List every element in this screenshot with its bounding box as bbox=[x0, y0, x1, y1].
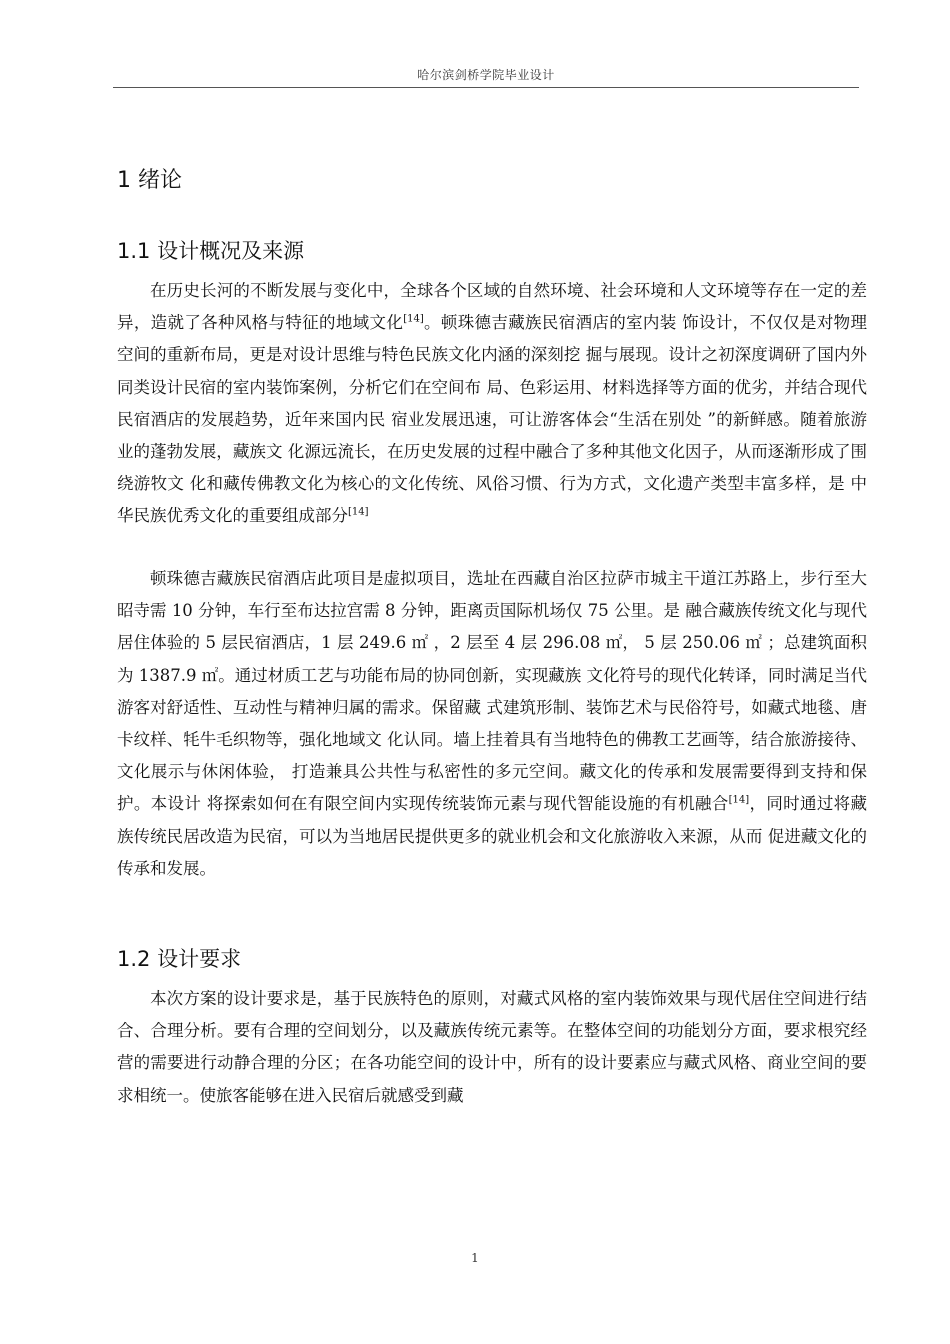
citation: [14] bbox=[348, 506, 369, 518]
paragraph-text: ，同时通过将藏 族传统民居改造为民宿，可以为当地居民提供更多的就业机会和文化旅游收入来源，从而 促进藏文化的传承和发展。 bbox=[117, 794, 867, 878]
section-title: 1.2 设计要求 bbox=[117, 947, 242, 971]
paragraph-text: 。顿珠德吉藏族民宿酒店的室内装 饰设计，不仅仅是对物理空间的重新布局，更是对设计思维与特色民族文化内涵的深刻挖 掘与展现。设计之初深度调研了国内外同类设计民宿的室内装饰案例，分析它们在空间布 局、色彩运用、材料选择等方面的优劣，并结合现代民宿酒店的发展趋势，近年来国内民 宿业发展迅速，可让游客体会“生活在别处 ”的新鲜感。随着旅游业的蓬勃发展，藏族文 化源远流长，在历史发展的过程中融合了多种其他文化因子，从而逐渐形成了围绕游牧文 化和藏传佛教文化为核心的文化传统、风俗习惯、行为方式，文化遗产类型丰富多样，是 中华民族优秀文化的重要组成部分 bbox=[117, 313, 867, 526]
paragraph-text: 顿珠德吉藏族民宿酒店此项目是虚拟项目，选址在西藏自治区拉萨市城主干道江苏路上，步行至大昭寺需 10 分钟，车行至布达拉宫需 8 分钟，距离贡国际机场仅 75 公里。是 融合藏族传统文化与现代居住体验的 5 层民宿酒店，1 层 249.6 ㎡ ，2 层至 4 层 296.08 ㎡， 5 层 250.06 ㎡ ；总建筑面积为 1387.9 ㎡。通过材质工艺与功能布局的协同创新，实现藏族 文化符号的现代化转译，同时满足当代游客对舒适性、互动性与精神归属的需求。保留藏 式建筑形制、装饰艺术与民俗符号，如藏式地毯、唐卡纹样、牦牛毛织物等，强化地域文 化认同。墙上挂着具有当地特色的佛教工艺画等，结合旅游接待、文化展示与休闲体验， 打造兼具公共性与私密性的多元空间。藏文化的传承和发展需要得到支持和保护。本设计 将探索如何在有限空间内实现传统装饰元素与现代智能设施的有机融合 bbox=[117, 569, 868, 814]
section-title: 1.1 设计概况及来源 bbox=[117, 239, 305, 263]
chapter-title: 1 绪论 bbox=[117, 168, 182, 193]
citation: [14] bbox=[403, 313, 424, 325]
paragraph bbox=[117, 563, 867, 885]
citation: [14] bbox=[728, 794, 750, 806]
header-rule bbox=[113, 87, 859, 88]
paragraph bbox=[117, 275, 867, 533]
page-number: 1 bbox=[471, 1251, 479, 1265]
paragraph bbox=[117, 983, 867, 1112]
paragraph-text: 本次方案的设计要求是，基于民族特色的原则，对藏式风格的室内装饰效果与现代居住空间进行结合、合理分析。要有合理的空间划分，以及藏族传统元素等。在整体空间的功能划分方面，要求根究经营的需要进行动静合理的分区；在各功能空间的设计中，所有的设计要素应与藏式风格、商业空间的要求相统一。使旅客能够在进入民宿后就感受到藏 bbox=[117, 989, 867, 1105]
page-header: 哈尔滨剑桥学院毕业设计 bbox=[417, 68, 555, 82]
paragraph-text: 在历史长河的不断发展与变化中，全球各个区域的自然环境、社会环境和人文环境等存在一定的差异，造就了各种风格与特征的地域文化 bbox=[117, 281, 867, 333]
